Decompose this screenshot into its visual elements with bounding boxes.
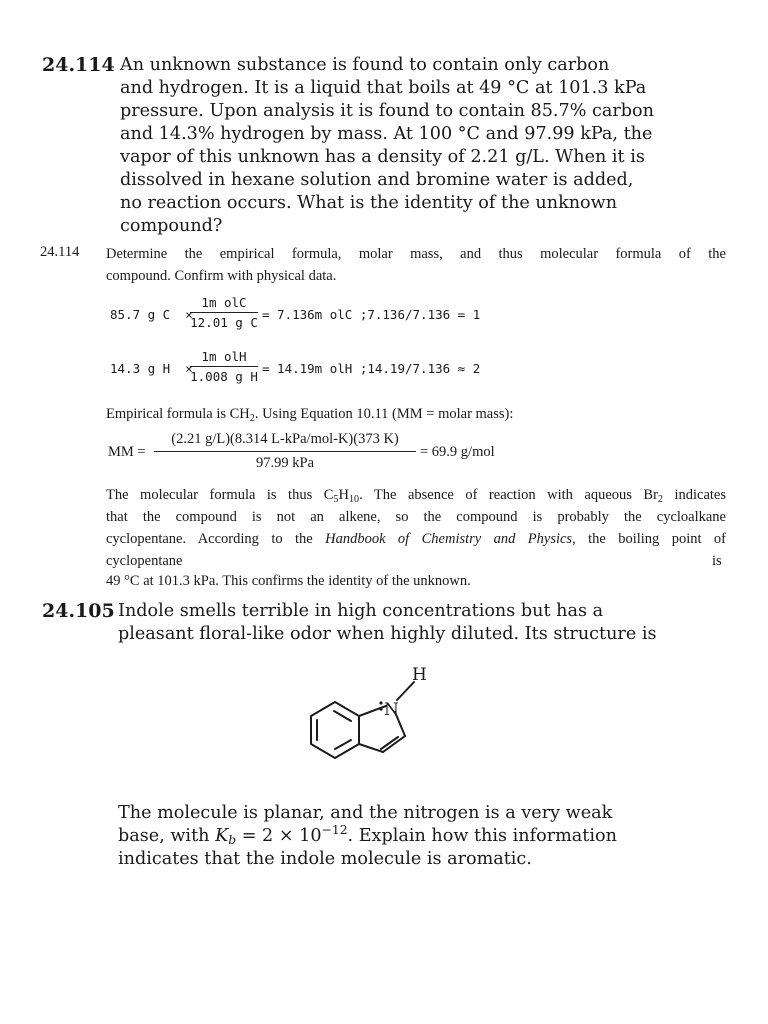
question-number: 24.105 <box>42 600 115 622</box>
question-line: An unknown substance is found to contain only carbon <box>120 55 610 75</box>
equation-carbon-lhs: 85.7 g C × <box>110 307 193 322</box>
fraction-denominator: 1.008 g H <box>190 366 258 384</box>
mm-fraction <box>154 430 416 473</box>
molecular-formula-line: 49 °C at 101.3 kPa. This confirms the identity of the unknown. <box>106 573 471 589</box>
equation-hydrogen-fraction <box>190 349 258 384</box>
question-line: pressure. Upon analysis it is found to contain 85.7% carbon <box>120 101 654 121</box>
text-span: . Explain how this information <box>347 826 617 846</box>
question-line: Indole smells terrible in high concentrations but has a <box>118 601 604 621</box>
question-text <box>118 600 657 646</box>
text-span: . Using Equation 10.11 (MM = molar mass): <box>254 406 514 422</box>
molecular-formula-line: that the compound is not an alkene, so the compound is probably the cycloalkane <box>106 509 726 525</box>
subscript <box>228 833 236 847</box>
question-line: and 14.3% hydrogen by mass. At 100 °C and 97.99 kPa, the <box>120 124 653 144</box>
kb-subscript: b <box>228 833 237 847</box>
question-line: vapor of this unknown has a density of 2.21 g/L. When it is <box>120 147 645 167</box>
indole-structure-diagram <box>280 660 460 790</box>
double-bond <box>334 711 351 721</box>
text-span: cyclopentane. According to the <box>106 531 326 547</box>
lone-pair-dot <box>379 707 382 710</box>
text-span: . The absence of reaction with aqueous Br <box>359 487 658 503</box>
text-span: base, with <box>118 826 216 846</box>
fraction-numerator: 1m olH <box>201 349 247 364</box>
molecular-formula-line: cyclopentane <box>106 553 183 569</box>
fraction-numerator: (2.21 g/L)(8.314 L-kPa/mol-K)(373 K) <box>171 431 399 447</box>
bond <box>383 736 405 752</box>
kb-symbol: K <box>215 826 229 846</box>
subscript: 5 <box>333 494 339 505</box>
double-bond <box>335 740 351 749</box>
fraction-denominator: 12.01 g C <box>190 312 258 330</box>
atom-label-n: N <box>384 700 399 720</box>
question-line: no reaction occurs. What is the identity of the unknown <box>120 193 618 213</box>
equation-carbon-fraction <box>190 295 258 330</box>
text-span: Empirical formula is CH <box>106 406 250 422</box>
fraction-denominator: 97.99 kPa <box>154 451 416 473</box>
text-span: The molecular formula is thus C <box>106 487 334 503</box>
solution-intro-line: compound. Confirm with physical data. <box>106 268 337 284</box>
subscript: 2 <box>657 494 663 505</box>
question-line: pleasant floral-like odor when highly diluted. Its structure is <box>118 624 657 644</box>
equation-carbon-rhs: = 7.136m olC ;7.136/7.136 = 1 <box>262 307 481 322</box>
molecular-formula-line-end: is <box>712 553 722 569</box>
question-line <box>118 825 638 848</box>
solution-intro-line: Determine the empirical formula, molar mass, and thus molecular formula of the <box>106 246 726 262</box>
text-span: H <box>338 487 349 503</box>
question-line: and hydrogen. It is a liquid that boils at 49 °C at 101.3 kPa <box>120 78 647 98</box>
fraction-numerator: 1m olC <box>201 295 247 310</box>
question-followup <box>118 802 638 871</box>
subscript: 10 <box>348 494 360 505</box>
subscript: 2 <box>249 413 255 424</box>
bond <box>359 706 386 716</box>
molecular-formula-line <box>106 484 726 506</box>
question-line: indicates that the indole molecule is aromatic. <box>118 849 532 869</box>
equation-hydrogen-lhs: 14.3 g H × <box>110 361 193 376</box>
text-span: indicates <box>662 487 726 503</box>
question-line: The molecule is planar, and the nitrogen is a very weak <box>118 803 613 823</box>
mm-rhs: = 69.9 g/mol <box>420 444 495 460</box>
italic-text: Handbook of Chemistry and Physics <box>325 531 573 547</box>
equation-hydrogen-rhs: = 14.19m olH ;14.19/7.136 ≈ 2 <box>262 361 481 376</box>
question-line: dissolved in hexane solution and bromine water is added, <box>120 170 634 190</box>
exponent: −12 <box>321 823 348 837</box>
mm-lhs: MM = <box>108 444 146 460</box>
bond <box>359 744 383 752</box>
empirical-formula-line <box>106 403 513 425</box>
solution-number: 24.114 <box>40 244 80 260</box>
question-number: 24.114 <box>42 54 115 76</box>
molecular-formula-line <box>106 528 726 550</box>
question-text <box>120 54 654 238</box>
lone-pair-dot <box>379 701 382 704</box>
text-span: , the boiling point of <box>572 531 726 547</box>
question-line: compound? <box>120 216 223 236</box>
text-span: = 2 × 10 <box>236 826 322 846</box>
atom-label-h: H <box>412 665 427 685</box>
